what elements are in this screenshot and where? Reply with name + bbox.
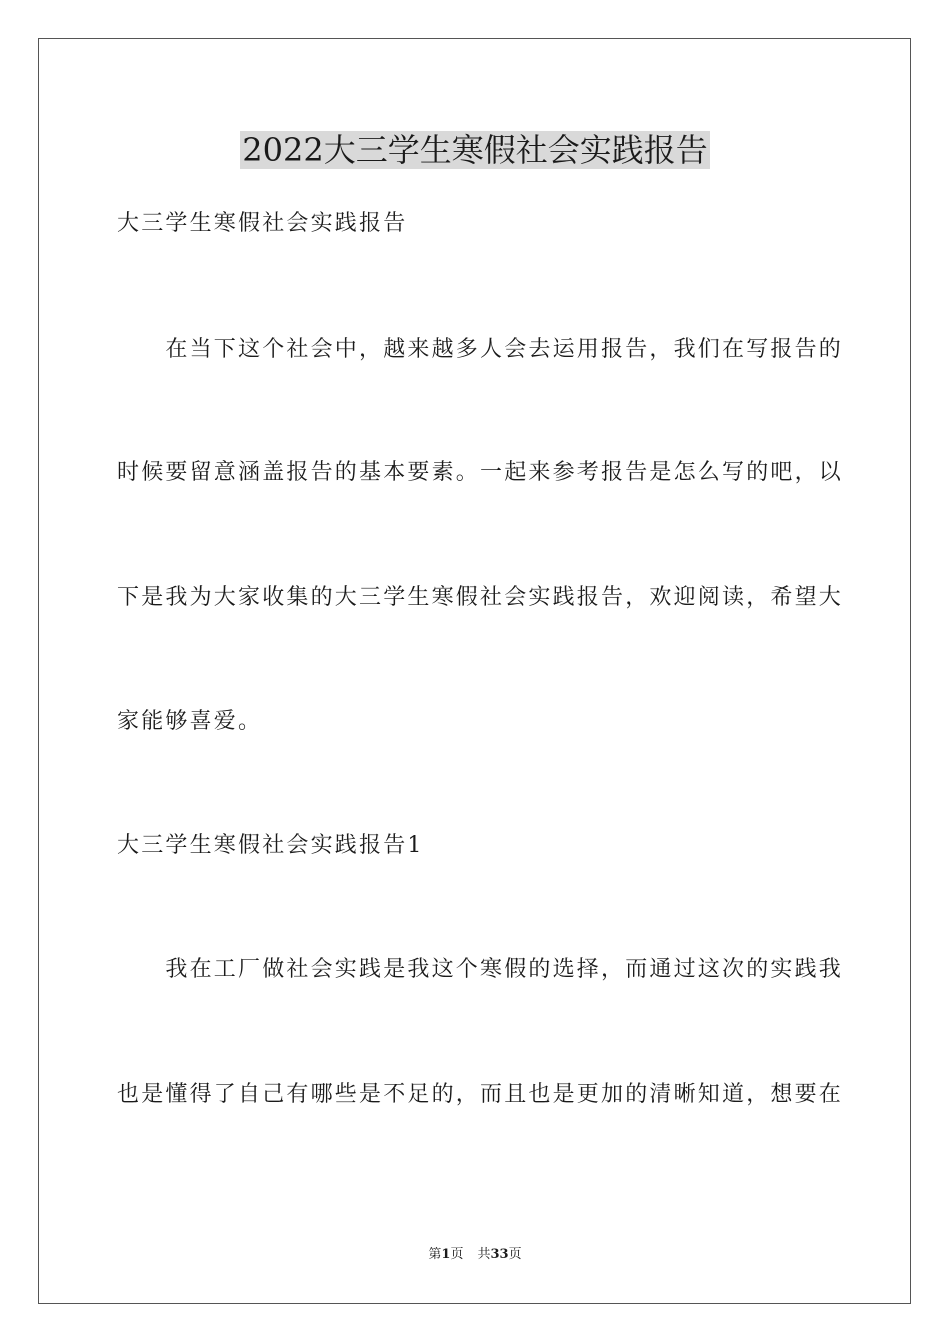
footer-total-prefix: 共 bbox=[477, 1247, 491, 1262]
footer-total-unit: 页 bbox=[508, 1247, 522, 1262]
footer-page-total: 33 bbox=[490, 1247, 509, 1262]
page-footer bbox=[0, 1246, 950, 1264]
paragraph-line: 家能够喜爱。 bbox=[117, 709, 263, 734]
paragraph-line: 也是懂得了自己有哪些是不足的，而且也是更加的清晰知道，想要在 bbox=[117, 1082, 844, 1107]
paragraph-line: 在当下这个社会中，越来越多人会去运用报告，我们在写报告的 bbox=[117, 337, 844, 362]
footer-page-unit: 页 bbox=[450, 1247, 464, 1262]
document-title-text: 2022大三学生寒假社会实践报告 bbox=[242, 131, 708, 169]
paragraph-line: 下是我为大家收集的大三学生寒假社会实践报告，欢迎阅读，希望大 bbox=[117, 585, 844, 610]
section-heading: 大三学生寒假社会实践报告1 bbox=[117, 833, 424, 858]
paragraph-line: 我在工厂做社会实践是我这个寒假的选择，而通过这次的实践我 bbox=[117, 957, 844, 982]
paragraph-line: 时候要留意涵盖报告的基本要素。一起来参考报告是怎么写的吧，以 bbox=[117, 460, 844, 485]
document-title bbox=[0, 128, 950, 172]
footer-page-current: 1 bbox=[441, 1247, 451, 1262]
footer-page-prefix: 第 bbox=[428, 1247, 442, 1262]
document-subtitle: 大三学生寒假社会实践报告 bbox=[117, 211, 408, 236]
